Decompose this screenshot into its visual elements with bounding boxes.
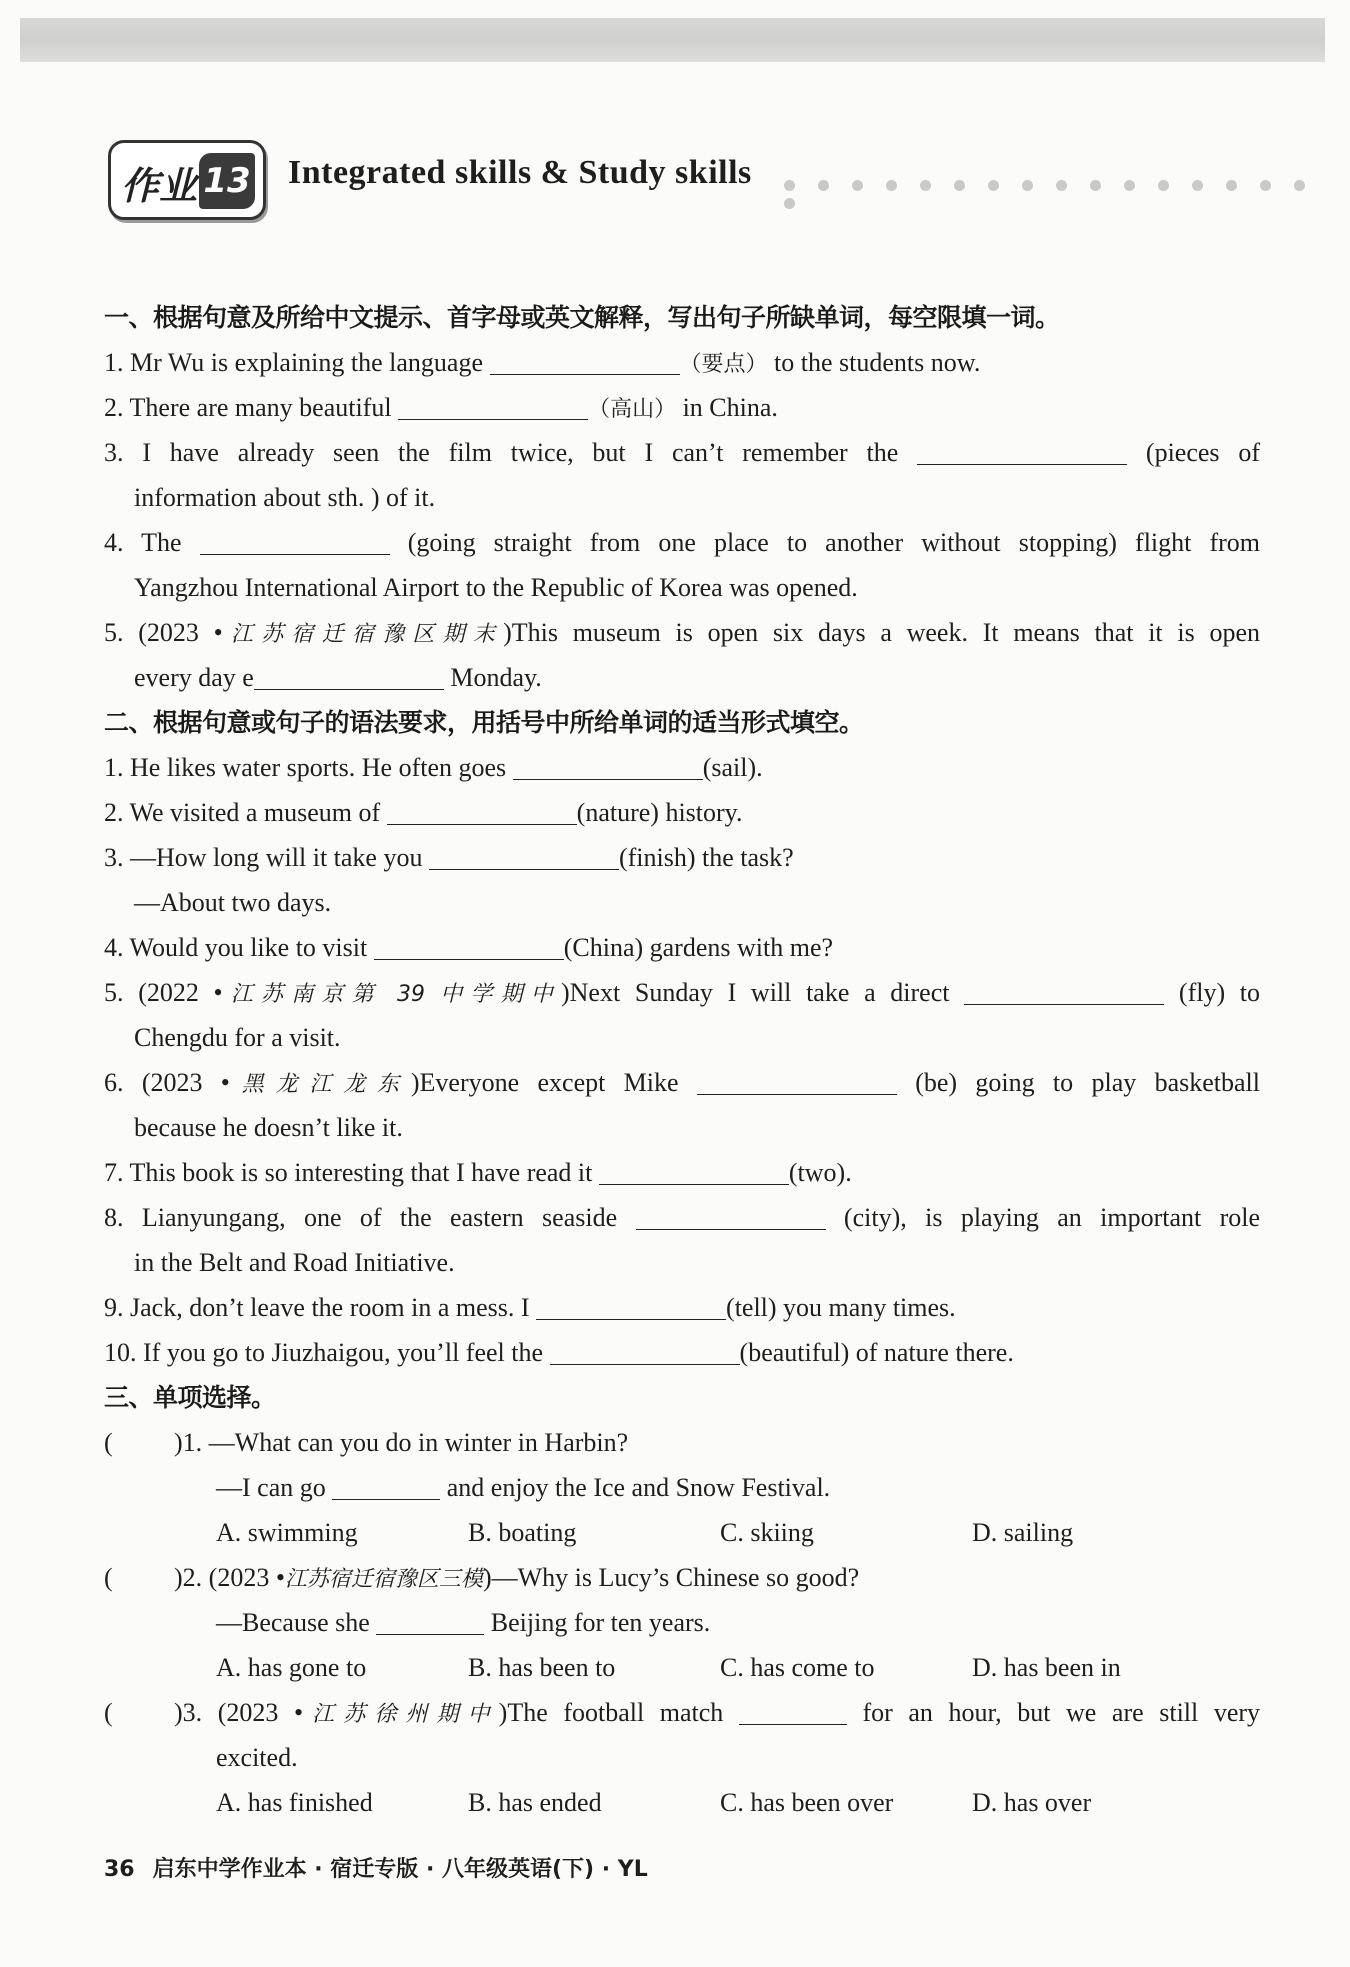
answer-bracket[interactable]: (: [104, 1428, 113, 1457]
answer-blank[interactable]: [387, 794, 577, 825]
answer-blank[interactable]: [200, 524, 390, 555]
source-note: 江苏宿迁宿豫区三模: [284, 1567, 483, 1592]
answer-blank[interactable]: [429, 839, 619, 870]
s2-q6: 6. (2023 •黑龙江龙东)Everyone except Mike (be) going to play basketball: [104, 1060, 1260, 1105]
s2-q1: 1. He likes water sports. He often goes (sail).: [104, 745, 1260, 790]
answer-blank[interactable]: [374, 929, 564, 960]
s1-q5-cont: every day e Monday.: [104, 655, 1260, 700]
source-note: 江苏宿迁宿豫区期末: [222, 622, 504, 647]
s2-q7: 7. This book is so interesting that I have read it (two).: [104, 1150, 1260, 1195]
section-2-heading: 二、根据句意或句子的语法要求，用括号中所给单词的适当形式填空。: [104, 708, 864, 737]
source-note: 黑龙江龙东: [229, 1072, 411, 1097]
s1-q2: 2. There are many beautiful （高山） in China.: [104, 385, 1260, 430]
option-b[interactable]: B. has been to: [468, 1653, 616, 1682]
s2-q5-cont: Chengdu for a visit.: [134, 1023, 341, 1052]
s3-q2: ( )2. (2023 •江苏宿迁宿豫区三模)—Why is Lucy’s Chinese so good?: [104, 1555, 1260, 1600]
s2-q4: 4. Would you like to visit (China) gardens with me?: [104, 925, 1260, 970]
s1-q4: 4. The (going straight from one place to another without stopping) flight from: [104, 520, 1260, 565]
option-a[interactable]: A. has gone to: [216, 1653, 367, 1682]
answer-blank[interactable]: [964, 974, 1164, 1005]
decorative-dots: [784, 178, 1350, 190]
section-3-heading: 三、单项选择。: [104, 1383, 276, 1412]
s1-q3-cont: information about sth. ) of it.: [134, 483, 436, 512]
answer-blank[interactable]: [917, 434, 1127, 465]
source-note: 江苏南京第 39 中学期中: [222, 982, 561, 1007]
s1-q4-cont: Yangzhou International Airport to the Republic of Korea was opened.: [134, 573, 858, 602]
option-b[interactable]: B. boating: [468, 1518, 577, 1547]
option-d[interactable]: D. sailing: [972, 1518, 1074, 1547]
s3-q2-options: [104, 1645, 1260, 1690]
s2-q8-cont: in the Belt and Road Initiative.: [134, 1248, 455, 1277]
page-number: 36: [104, 1857, 135, 1882]
answer-blank[interactable]: [697, 1064, 897, 1095]
s2-q5: 5. (2022 •江苏南京第 39 中学期中)Next Sunday I will take a direct (fly) to: [104, 970, 1260, 1015]
page-title: Integrated skills & Study skills: [288, 154, 752, 191]
answer-blank[interactable]: [536, 1289, 726, 1320]
s1-q3: 3. I have already seen the film twice, but I can’t remember the (pieces of: [104, 430, 1260, 475]
worksheet-content: [104, 295, 1260, 1825]
option-d[interactable]: D. has been in: [972, 1653, 1121, 1682]
s3-q3: ( )3. (2023 •江苏徐州期中)The football match for an hour, but we are still very: [104, 1690, 1260, 1735]
s2-q3-answer: —About two days.: [134, 888, 332, 917]
s2-q10: 10. If you go to Jiuzhaigou, you’ll feel the (beautiful) of nature there.: [104, 1330, 1260, 1375]
s3-q3-cont: excited.: [216, 1743, 298, 1772]
option-c[interactable]: C. has been over: [720, 1788, 894, 1817]
answer-blank[interactable]: [550, 1334, 740, 1365]
scan-top-edge: [20, 18, 1325, 62]
page-footer: [104, 1852, 648, 1883]
s2-q8: 8. Lianyungang, one of the eastern seaside (city), is playing an important role: [104, 1195, 1260, 1240]
answer-blank[interactable]: [254, 659, 444, 690]
s1-q1: 1. Mr Wu is explaining the language （要点） to the students now.: [104, 340, 1260, 385]
homework-badge: [108, 140, 266, 220]
s2-q3: 3. —How long will it take you (finish) the task?: [104, 835, 1260, 880]
s2-q6-cont: because he doesn’t like it.: [134, 1113, 403, 1142]
s2-q2: 2. We visited a museum of (nature) history.: [104, 790, 1260, 835]
option-b[interactable]: B. has ended: [468, 1788, 602, 1817]
answer-blank[interactable]: [398, 389, 588, 420]
page-header: [108, 140, 1338, 230]
option-a[interactable]: A. has finished: [216, 1788, 373, 1817]
answer-blank[interactable]: [332, 1469, 440, 1500]
s3-q1: ( )1. —What can you do in winter in Harbin?: [104, 1420, 1260, 1465]
badge-number: 13: [199, 153, 255, 209]
answer-blank[interactable]: [376, 1604, 484, 1635]
answer-blank[interactable]: [490, 344, 680, 375]
s1-q5: 5. (2023 •江苏宿迁宿豫区期末)This museum is open six days a week. It means that it is open: [104, 618, 1260, 647]
answer-blank[interactable]: [636, 1199, 826, 1230]
option-a[interactable]: A. swimming: [216, 1518, 358, 1547]
section-1-heading: 一、根据句意及所给中文提示、首字母或英文解释，写出句子所缺单词，每空限填一词。: [104, 303, 1060, 332]
s3-q3-options: [104, 1780, 1260, 1825]
s2-q9: 9. Jack, don’t leave the room in a mess. I (tell) you many times.: [104, 1285, 1260, 1330]
answer-bracket[interactable]: (: [104, 1698, 113, 1727]
s3-q1-options: [104, 1510, 1260, 1555]
s3-q2-line2: —Because she Beijing for ten years.: [104, 1600, 1260, 1645]
book-title: 启东中学作业本 · 宿迁专版 · 八年级英语(下) · YL: [152, 1857, 648, 1882]
source-note: 江苏徐州期中: [303, 1702, 499, 1727]
answer-bracket[interactable]: (: [104, 1563, 113, 1592]
answer-blank[interactable]: [513, 749, 703, 780]
option-c[interactable]: C. has come to: [720, 1653, 875, 1682]
answer-blank[interactable]: [599, 1154, 789, 1185]
s3-q1-line2: —I can go and enjoy the Ice and Snow Festival.: [104, 1465, 1260, 1510]
answer-blank[interactable]: [739, 1694, 847, 1725]
option-d[interactable]: D. has over: [972, 1788, 1092, 1817]
badge-word: 作业: [121, 164, 198, 208]
option-c[interactable]: C. skiing: [720, 1518, 814, 1547]
